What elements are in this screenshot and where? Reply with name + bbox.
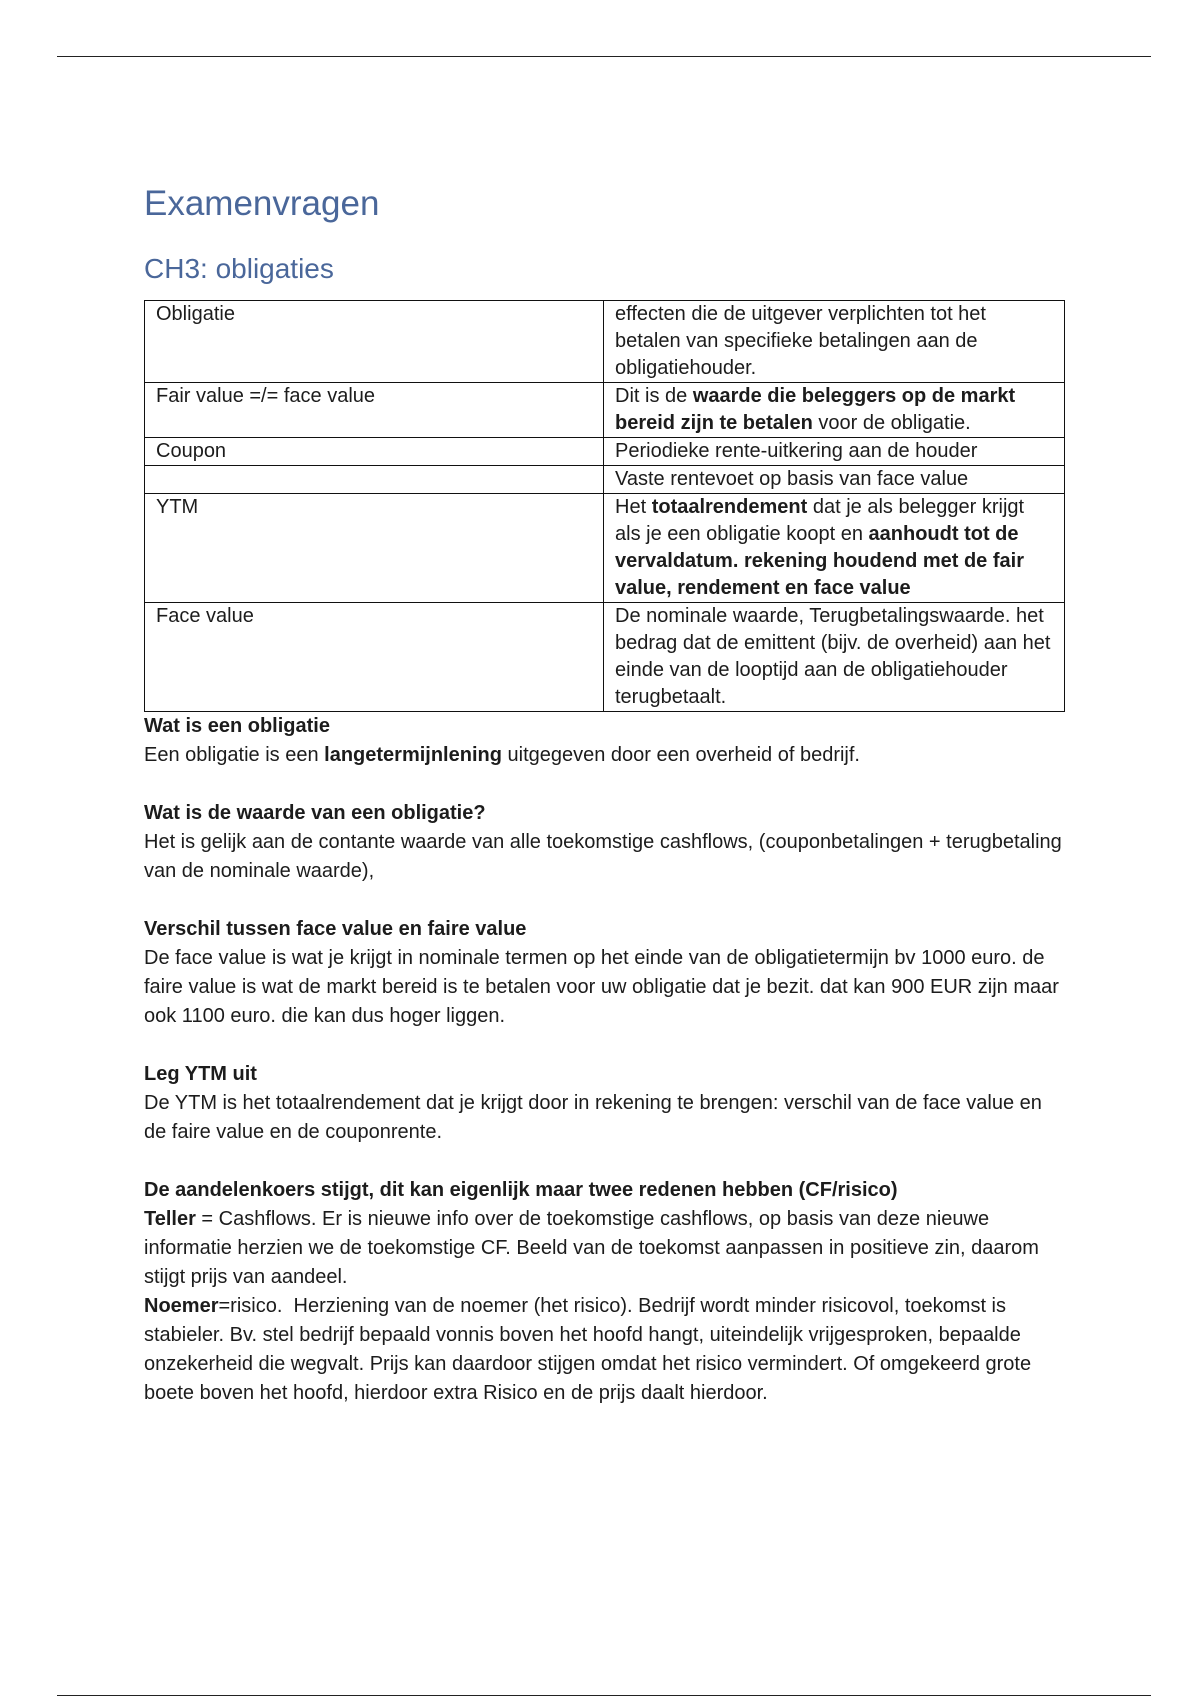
answer-run: De face value is wat je krijgt in nominale termen op het einde van de obligatietermijn bv 1000 euro. de faire value is wat de markt bereid is te betalen voor uw obligatie dat je bezit. dat kan 900 EUR zijn maar ook 1100 euro. die kan dus hoger liggen. — [144, 947, 1059, 1027]
definition-bold-text: totaalrendement — [651, 496, 808, 518]
answer-run: = Cashflows. Er is nieuwe info over de toekomstige cashflows, op basis van deze nieuwe informatie herzien we de toekomstige CF. Beeld van de toekomst aanpassen in positieve zin, daarom stijgt prijs van aandeel. — [144, 1208, 1039, 1288]
answer-run: =risico. Herziening van de noemer (het risico). Bedrijf wordt minder risicovol, toekomst is stabieler. Bv. stel bedrijf bepaald vonnis boven het hoofd hangt, uiteindelijk vrijgesproken, bepaalde onzekerheid die wegvalt. Prijs kan daardoor stijgen omdat het risico vermindert. Of omgekeerd grote boete boven het hoofd, hierdoor extra Risico en de prijs daalt hierdoor. — [144, 1295, 1037, 1404]
question-heading: Leg YTM uit — [144, 1063, 257, 1085]
answer-run: De YTM is het totaalrendement dat je krijgt door in rekening te brengen: verschil van de face value en de faire value en de couponrente. — [144, 1092, 1042, 1143]
table-row — [145, 438, 1065, 466]
answer-text — [144, 1089, 1064, 1147]
answer-bold-run: langetermijnlening — [324, 744, 502, 766]
answer-bold-run: Teller — [144, 1208, 196, 1230]
question-block — [144, 915, 1064, 1031]
table-row — [145, 494, 1065, 603]
definition-cell — [604, 466, 1065, 494]
header-rule — [57, 56, 1151, 57]
term-cell: Face value — [145, 603, 604, 712]
question-heading: Wat is een obligatie — [144, 715, 330, 737]
term-cell — [145, 466, 604, 494]
table-row — [145, 466, 1065, 494]
definition-bold-text: aanhoudt tot de vervaldatum. rekening houdend met de fair value, rendement en face value — [615, 523, 1024, 599]
question-block — [144, 712, 1064, 770]
table-row — [145, 301, 1065, 383]
definition-cell — [604, 383, 1065, 438]
definition-cell — [604, 438, 1065, 466]
document-body — [144, 183, 1064, 1437]
question-block — [144, 799, 1064, 886]
definition-text: dat je als belegger krijgt als je een obligatie koopt en — [615, 496, 1025, 545]
answer-text — [144, 828, 1064, 886]
answer-text — [144, 1205, 1064, 1292]
table-row — [145, 603, 1065, 712]
definition-cell — [604, 603, 1065, 712]
definition-bold-text: waarde die beleggers op de markt bereid zijn te betalen — [615, 385, 1016, 434]
question-heading: De aandelenkoers stijgt, dit kan eigenlijk maar twee redenen hebben (CF/risico) — [144, 1179, 898, 1201]
definition-cell — [604, 301, 1065, 383]
definition-text: De nominale waarde, Terugbetalingswaarde. het bedrag dat de emittent (bijv. de overheid) aan het einde van de looptijd aan de obligatiehouder terugbetaalt. — [615, 605, 1051, 708]
footer-rule — [57, 1695, 1151, 1696]
answer-text — [144, 741, 1064, 770]
term-cell: Coupon — [145, 438, 604, 466]
answer-bold-run: Noemer — [144, 1295, 219, 1317]
question-block — [144, 1060, 1064, 1147]
glossary-table — [144, 300, 1065, 712]
answer-run: Het is gelijk aan de contante waarde van alle toekomstige cashflows, (couponbetalingen + terugbetaling van de nominale waarde), — [144, 831, 1062, 882]
definition-text: Vaste rentevoet op basis van face value — [615, 468, 969, 490]
term-cell: YTM — [145, 494, 604, 603]
table-row — [145, 383, 1065, 438]
answer-text — [144, 1292, 1064, 1408]
definition-text: Dit is de — [615, 385, 693, 407]
definition-cell — [604, 494, 1065, 603]
question-block — [144, 1176, 1064, 1408]
answer-text — [144, 944, 1064, 1031]
question-heading: Wat is de waarde van een obligatie? — [144, 802, 486, 824]
table-body — [145, 301, 1065, 712]
definition-text: Periodieke rente-uitkering aan de houder — [615, 440, 978, 462]
term-cell: Fair value =/= face value — [145, 383, 604, 438]
definition-text: Het — [615, 496, 652, 518]
page-title: Examenvragen — [144, 184, 380, 223]
chapter-heading: CH3: obligaties — [144, 253, 334, 284]
definition-text: effecten die de uitgever verplichten tot het betalen van specifieke betalingen aan de obligatiehouder. — [615, 303, 986, 379]
answer-run: uitgegeven door een overheid of bedrijf. — [501, 744, 860, 766]
question-heading: Verschil tussen face value en faire value — [144, 918, 527, 940]
answer-run: Een obligatie is een — [144, 744, 325, 766]
term-cell: Obligatie — [145, 301, 604, 383]
definition-text: voor de obligatie. — [812, 412, 971, 434]
